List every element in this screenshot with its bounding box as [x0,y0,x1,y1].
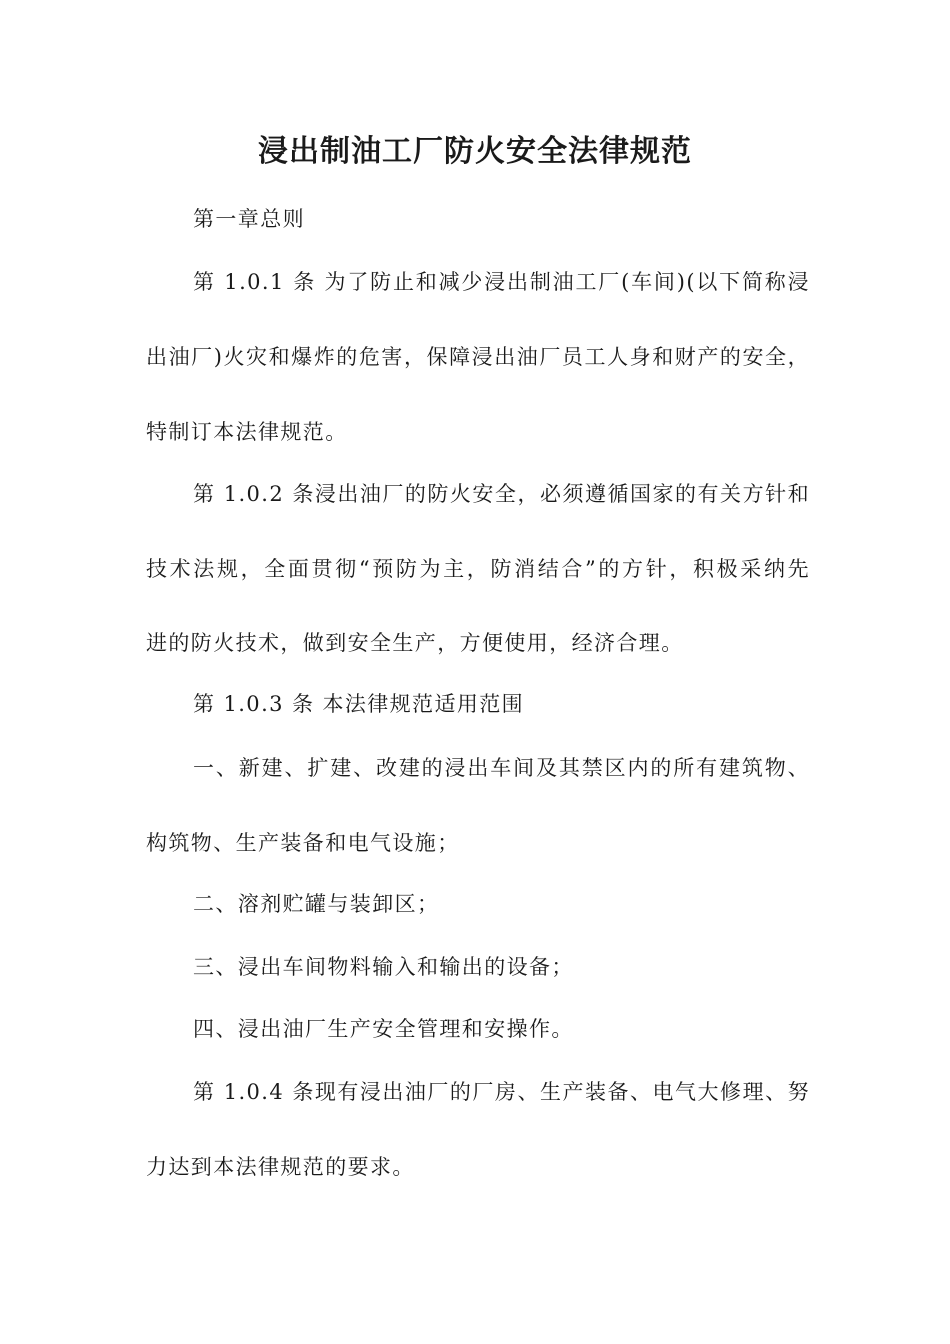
list-item: 三、浸出车间物料输入和输出的设备； [193,955,574,979]
paragraph-line: 第 1.0.3 条 本法律规范适用范围 [193,692,525,716]
document-title: 浸出制油工厂防火安全法律规范 [258,134,692,169]
list-item: 构筑物、生产装备和电气设施； [146,831,460,855]
paragraph-line: 特制订本法律规范。 [146,420,348,444]
paragraph-line: 第 1.0.1 条 为了防止和减少浸出制油工厂(车间)(以下简称浸 [193,270,810,294]
list-item: 一、新建、扩建、改建的浸出车间及其禁区内的所有建筑物、 [193,756,810,780]
list-item: 二、溶剂贮罐与装卸区； [193,892,440,916]
paragraph-line: 进的防火技术，做到安全生产，方便使用，经济合理。 [146,631,684,655]
paragraph-line: 技术法规，全面贯彻“预防为主，防消结合”的方针，积极采纳先 [146,557,810,581]
paragraph-line: 力达到本法律规范的要求。 [146,1155,415,1179]
list-item: 四、浸出油厂生产安全管理和安操作。 [193,1017,574,1041]
paragraph-line: 出油厂)火灾和爆炸的危害，保障浸出油厂员工人身和财产的安全， [146,345,810,369]
paragraph-line: 第 1.0.2 条浸出油厂的防火安全，必须遵循国家的有关方针和 [193,482,810,506]
chapter-heading: 第一章总则 [193,207,305,231]
paragraph-line: 第 1.0.4 条现有浸出油厂的厂房、生产装备、电气大修理、努 [193,1080,810,1104]
